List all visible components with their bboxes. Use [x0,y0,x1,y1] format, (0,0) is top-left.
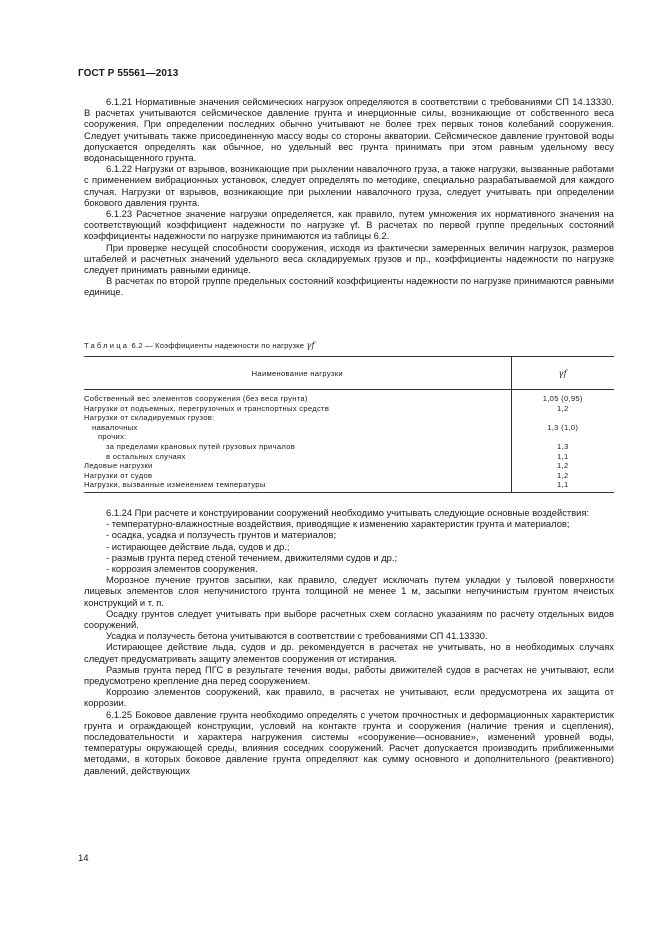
load-factor-table [84,356,614,493]
paragraph-6-1-23: 6.1.23 Расчетное значение нагрузки определяется, как правило, путем умножения их нормативного значения на соответствующий коэффициент надежности по нагрузке γf. В расчетах по первой группе предельных состояний коэффициенты надежности по нагрузке принимаются из таблицы 6.2. [84,208,614,242]
list-item: - размыв грунта перед стеной течением, движителями судов и др.; [106,551,398,563]
table-row [84,442,614,452]
paragraph-6-1-21: 6.1.21 Нормативные значения сейсмических нагрузок определяются в соответствии с требованиями СП 14.13330. В расчетах учитываются сейсмическое давление грунта и инерционные силы, возникающие от собственного веса сооружения. При определении последних обычно учитывают не более трех первых тонов колебаний сооружения. Следует учитывать также присоединенную массу воды со стороны акватории. Сейсмическое давление грунтовой воды допускается определять как обычное, но удельный вес грунта принимать при этом равным удельному весу водонасыщенного грунта. [84,96,614,164]
table-cell-value: 1,3 (1,0) [547,422,579,432]
table-cell-name: Ледовые нагрузки [84,461,511,471]
table-cell-name: Нагрузки, вызванные изменением температуры [84,480,511,492]
list-item: - истирающее действие льда, судов и др.; [106,540,290,552]
table-caption-word: Таблица [84,341,130,350]
table-row [84,413,614,423]
paragraph-abrasion: Истирающее действие льда, судов и др. рекомендуется в расчетах не учитывать, но в необходимых случаях следует предусматривать защиту элементов сооружения от истирания. [84,641,614,664]
table-row [84,390,614,404]
paragraph-bearing-check: При проверке несущей способности сооружения, исходя из фактически замеренных величин нагрузок, размеров штабелей и расчетных значений удельного веса складируемых грузов и пр., коэффициенты надежности по нагрузке следует принимать равными единице. [84,241,614,276]
paragraph-second-group: В расчетах по второй группе предельных состояний коэффициенты надежности по нагрузке принимаются равными единице. [84,275,614,298]
table-row [84,461,614,471]
page-number: 14 [78,853,89,864]
table-cell-name: в остальных случаях [84,452,511,462]
paragraph-6-1-24: 6.1.24 При расчете и конструировании сооружений необходимо учитывать следующие основные воздействия: [106,507,590,518]
text-block-upper [84,96,614,298]
table-row [84,471,614,481]
table-cell-name: Собственный вес элементов сооружения (без веса грунта) [84,390,511,404]
paragraph-6-1-22: 6.1.22 Нагрузки от взрывов, возникающие при рыхлении навалочного груза, а также нагрузки, вызванные работами с применением вибрационных установок, следует определять по методике, специально разрабатываемой для каждого случая. Нагрузки от взрывов, возникающие при рыхлении навалочного груза, следует учитывать при определении бокового давления грунта. [84,163,614,208]
table-cell-value: 1,2 [557,470,569,480]
table-cell-name: Нагрузки от судов [84,471,511,481]
table-row [84,452,614,462]
table-cell-value: 1,3 [557,441,569,451]
paragraph-6-1-25: 6.1.25 Боковое давление грунта необходимо определять с учетом прочностных и деформационных характеристик грунта и ограждающей конструкции, условий на контакте грунта и сооружения (наличие трения и сцепления), последовательности и характера нагружения системы «сооружение—основание», изменений уровней воды, температуры окружающей среды, влияния соседних сооружений. Расчет допускается производить приближенными методами, в которых боковое давление грунта определяют как сумму основного и дополнительного (реактивного) давлений, действующих [84,708,614,776]
table-row [84,480,614,492]
table-cell-value: 1,1 [511,480,614,492]
table-cell-value: 1,2 [557,461,569,471]
table-row [84,423,614,433]
paragraph-scour: Размыв грунта перед ПГС в результате течения воды, работы движителей судов в расчетах не учитывают, если предусмотрено крепление дна перед сооружением. [84,663,614,687]
table-cell-name: за пределами крановых путей грузовых причалов [84,442,511,452]
table-header-load-name: Наименование нагрузки [84,357,511,390]
paragraph-shrinkage: Усадка и ползучесть бетона учитываются в соответствии с требованиями СП 41.13330. [106,630,488,642]
table-row [84,432,614,442]
table-cell-name: прочих: [84,432,511,442]
list-item: - температурно-влажностные воздействия, приводящие к изменению характеристик грунта и материалов; [106,518,570,530]
table-cell-value: 1,05 (0,95) [542,394,583,403]
text-block-lower [84,507,614,776]
paragraph-settlement: Осадку грунтов следует учитывать при выборе расчетных схем согласно указаниям по расчету отдельных видов сооружений. [84,607,614,631]
table-header-factor: γf [511,357,614,390]
list-item: - осадка, усадка и ползучесть грунтов и материалов; [106,529,337,541]
table-cell-name: Нагрузки от складируемых грузов: [84,413,511,423]
table-caption-symbol: γf [306,341,315,350]
table-caption [84,341,315,350]
paragraph-frost-heave: Морозное пучение грунтов засыпки, как правило, следует исключать путем укладки у тыловой поверхности лицевых элементов слоя непучинистого грунта толщиной не менее 1 м, засыпки непучинистым грунтом ячеистых конструкций и т. п. [84,574,614,608]
table-cell-value: 1,2 [557,403,569,413]
list-item: - коррозия элементов сооружения. [106,563,258,575]
table-cell-value [511,432,614,442]
paragraph-corrosion: Коррозию элементов сооружений, как правило, в расчетах не учитывают, если предусмотрена их защита от коррозии. [84,686,614,709]
table-header-row [84,357,614,390]
table-cell-name: навалочных [84,423,511,433]
table-row [84,404,614,414]
table-caption-text: 6.2 — Коэффициенты надежности по нагрузке [129,341,307,350]
table-cell-value: 1,1 [557,451,569,461]
table-cell-name: Нагрузки от подъемных, перегрузочных и транспортных средств [84,404,511,414]
table-cell-value [511,413,614,423]
document-header: ГОСТ Р 55561—2013 [78,68,179,79]
